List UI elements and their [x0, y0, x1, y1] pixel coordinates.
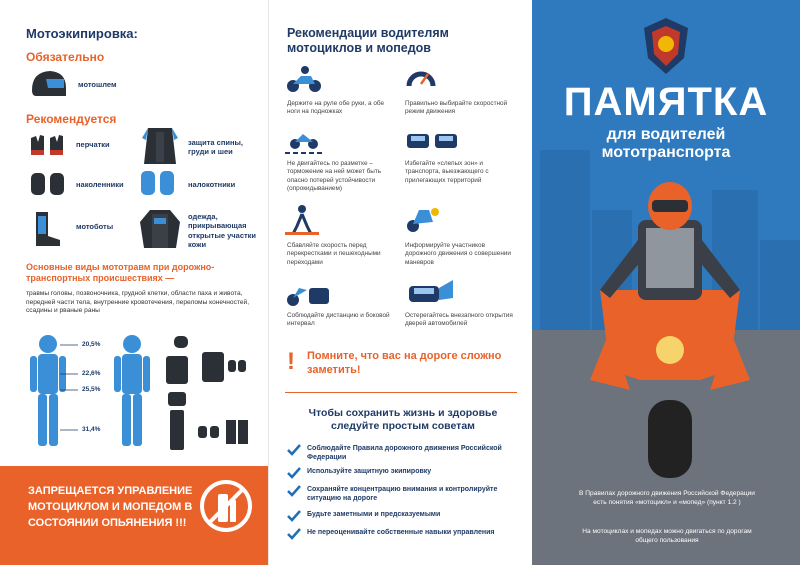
motorcyclist-illustration: [590, 180, 750, 480]
rec-item: Держите на руле обе руки, а обе ноги на подножках: [287, 100, 385, 116]
gloves-label: перчатки: [76, 140, 110, 149]
mandatory-heading: Обязательно: [26, 50, 105, 64]
percent-torso: 25,5%: [82, 386, 101, 393]
building: [760, 240, 800, 330]
police-emblem-icon: [640, 14, 692, 78]
pedestrian-crossing-icon: [285, 204, 319, 236]
rec-item: Сбавляйте скорость перед перекрестками и пешеходными переходами: [287, 242, 381, 266]
footnote-definitions: В Правилах дорожного движения Российской Федерации есть понятия «мотоцикл» и «мопед» (пункт 1.2 ): [579, 490, 755, 506]
distance-icon: [285, 280, 331, 308]
turn-signal-icon: [405, 202, 441, 234]
rec-item: Правильно выбирайте скоростной режим движения: [405, 100, 508, 116]
back-protector-label: защита спины, груди и шеи: [188, 138, 243, 157]
checkmark-icon: [287, 510, 301, 522]
checkmark-icon: [287, 467, 301, 479]
knee-pads-icon: [28, 170, 68, 198]
recommendations-title: Рекомендации водителям мотоциклов и мопедов: [287, 26, 449, 55]
rec-item: Информируйте участников дорожного движения о совершении маневров: [405, 242, 511, 266]
elbow-pads-label: налокотники: [188, 180, 236, 189]
checkmark-icon: [287, 528, 301, 540]
divider: [285, 392, 517, 393]
rec-item: Остерегайтесь внезапного открытия дверей автомобилей: [405, 312, 513, 328]
checkmark-icon: [287, 485, 301, 497]
speedometer-icon: [405, 64, 437, 94]
motorcycle-rider-icon: [285, 64, 323, 94]
percent-legs: 31,4%: [82, 426, 101, 433]
injuries-title: Основные виды мототравм при дорожно-транспортных происшествиях —: [26, 262, 215, 284]
notice-text: Помните, что вас на дороге сложно заметить!: [307, 350, 502, 376]
tips-title: Чтобы сохранить жизнь и здоровье следуйте простым советам: [308, 407, 498, 432]
checkmark-icon: [287, 444, 301, 456]
injuries-text: травмы головы, позвоночника, грудной клетки, области паха и живота, передней части тела, внутренние кровотечения, переломы конечностей, ссадины и рваные раны: [26, 290, 250, 315]
equipment-panel: [0, 0, 268, 565]
no-alcohol-icon: [198, 478, 254, 534]
back-protector-icon: [138, 124, 182, 168]
building: [540, 150, 590, 330]
car-door-icon: [405, 276, 465, 308]
boots-label: мотоботы: [76, 222, 114, 231]
rec-item: Избегайте «слепых зон» и транспорта, выезжающего с прилегающих территорий: [405, 160, 489, 184]
helmet-label: мотошлем: [78, 80, 117, 89]
rider-figures-illustration: [26, 332, 266, 458]
recommended-heading: Рекомендуется: [26, 112, 117, 126]
equipment-title: Мотоэкипировка:: [26, 26, 138, 41]
recommendations-panel: Рекомендации водителям мотоциклов и мопедов Держите на руле обе руки, а обе ноги на подножках Правильно выбирайте скоростной режим движения Не двигайтесь по разметке – торможение на ней может быть опасно потерей устойчивости (опрокидыванием) Избегайте «слепых зон» и транспорта, выезжающего с прилегающих территорий Сбавляйте скорость перед перекрестками и пешеходными переходами Информируйте участников дорожного движения о совершении маневров Соблюдайте дистанцию и боковой интервал Остерегайтесь внезапного открытия дверей автомобилей ! Помните, что вас на дороге сложно заметить! Чтобы сохранить жизнь и здоровье следуйте простым советам Соблюдайте Правила дорожного движения Российской Федерации Используйте защитную экипировку Сохраняйте концентрацию внимания и контролируйте ситуацию на дороге Будьте заметными и предсказуемыми Не переоценивайте собственные навыки управления: [268, 0, 532, 565]
percent-chest: 22,6%: [82, 370, 101, 377]
jacket-label: одежда, прикрывающая открытые участки кожи: [188, 212, 257, 250]
rec-item: Не двигайтесь по разметке – торможение на ней может быть опасно потерей устойчивости (опрокидыванием): [287, 160, 382, 192]
jacket-icon: [138, 206, 182, 252]
cover-subtitle: для водителей мототранспорта: [601, 126, 731, 162]
cover-panel: [532, 0, 800, 565]
helmet-icon: [28, 68, 68, 100]
knee-pads-label: наколенники: [76, 180, 124, 189]
exclamation-icon: !: [287, 348, 295, 375]
ban-text: ЗАПРЕЩАЕТСЯ УПРАВЛЕНИЕ МОТОЦИКЛОМ И МОПЕДОМ В СОСТОЯНИИ ОПЬЯНЕНИЯ !!!: [28, 485, 193, 529]
gloves-icon: [28, 132, 68, 158]
percent-head: 20,5%: [82, 341, 101, 348]
blind-zone-cars-icon: [405, 124, 461, 156]
footnote-roads: На мотоциклах и мопедах можно двигаться по дорогам общего пользования: [582, 528, 752, 544]
rec-item: Соблюдайте дистанцию и боковой интервал: [287, 312, 390, 328]
elbow-pads-icon: [138, 168, 178, 198]
road-marking-icon: [285, 126, 323, 156]
cover-title: ПАМЯТКА: [563, 80, 769, 124]
boots-icon: [30, 210, 64, 248]
